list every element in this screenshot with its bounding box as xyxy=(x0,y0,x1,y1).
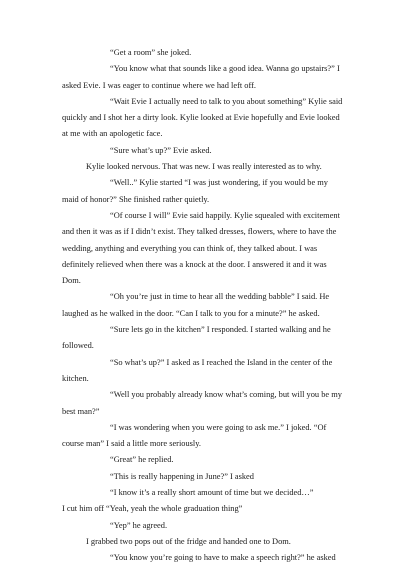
paragraph: “Wait Evie I actually need to talk to you about something” Kylie said quickly and I shot her a dirty look. Kylie looked at Evie hopefully and Evie looked at me with an apologetic face. xyxy=(62,96,343,139)
paragraph: “Sure lets go in the kitchen” I responded. I started walking and he followed. xyxy=(62,325,331,351)
paragraph: “You know what that sounds like a good idea. Wanna go upstairs?” I asked Evie. I was eager to continue where we had left off. xyxy=(62,64,340,90)
paragraph: “Yep” he agreed. xyxy=(110,520,168,530)
paragraph: “You know you’re going to have to make a speech right?” he asked xyxy=(110,553,336,563)
paragraph: “I know it’s a really short amount of time but we decided…” xyxy=(110,488,314,498)
paragraph: “Oh you’re just in time to hear all the wedding babble” I said. He laughed as he walked in the door. “Can I talk to you for a minute?” he asked. xyxy=(62,292,330,318)
paragraph: “Sure what’s up?” Evie asked. xyxy=(110,145,212,155)
paragraph: Kylie looked nervous. That was new. I was really interested as to why. xyxy=(86,162,322,172)
paragraph: I cut him off “Yeah, yeah the whole graduation thing” xyxy=(62,504,243,514)
paragraph: “Well..” Kylie started “I was just wondering, if you would be my maid of honor?” She finished rather quietly. xyxy=(62,178,328,204)
paragraph: I grabbed two pops out of the fridge and handed one to Dom. xyxy=(86,536,291,546)
paragraph: “Get a room” she joked. xyxy=(110,48,192,57)
paragraph: “Well you probably already know what’s coming, but will you be my best man?” xyxy=(62,390,342,416)
paragraph: “Of course I will” Evie said happily. Kylie squealed with excitement and then it was as if I didn’t exist. They talked dresses, flowers, where to have the wedding, anything and everything you can think of, they talked about. I was definitely relieved when there was a knock at the door. I answered it and it was Dom. xyxy=(62,210,340,286)
paragraph: “This is really happening in June?” I asked xyxy=(110,471,254,481)
paragraph: “So what’s up?” I asked as I reached the Island in the center of the kitchen. xyxy=(62,357,333,383)
paragraph: “Great” he replied. xyxy=(110,455,174,465)
paragraph: “I was wondering when you were going to ask me.” I joked. “Of course man” I said a little more seriously. xyxy=(62,422,327,449)
